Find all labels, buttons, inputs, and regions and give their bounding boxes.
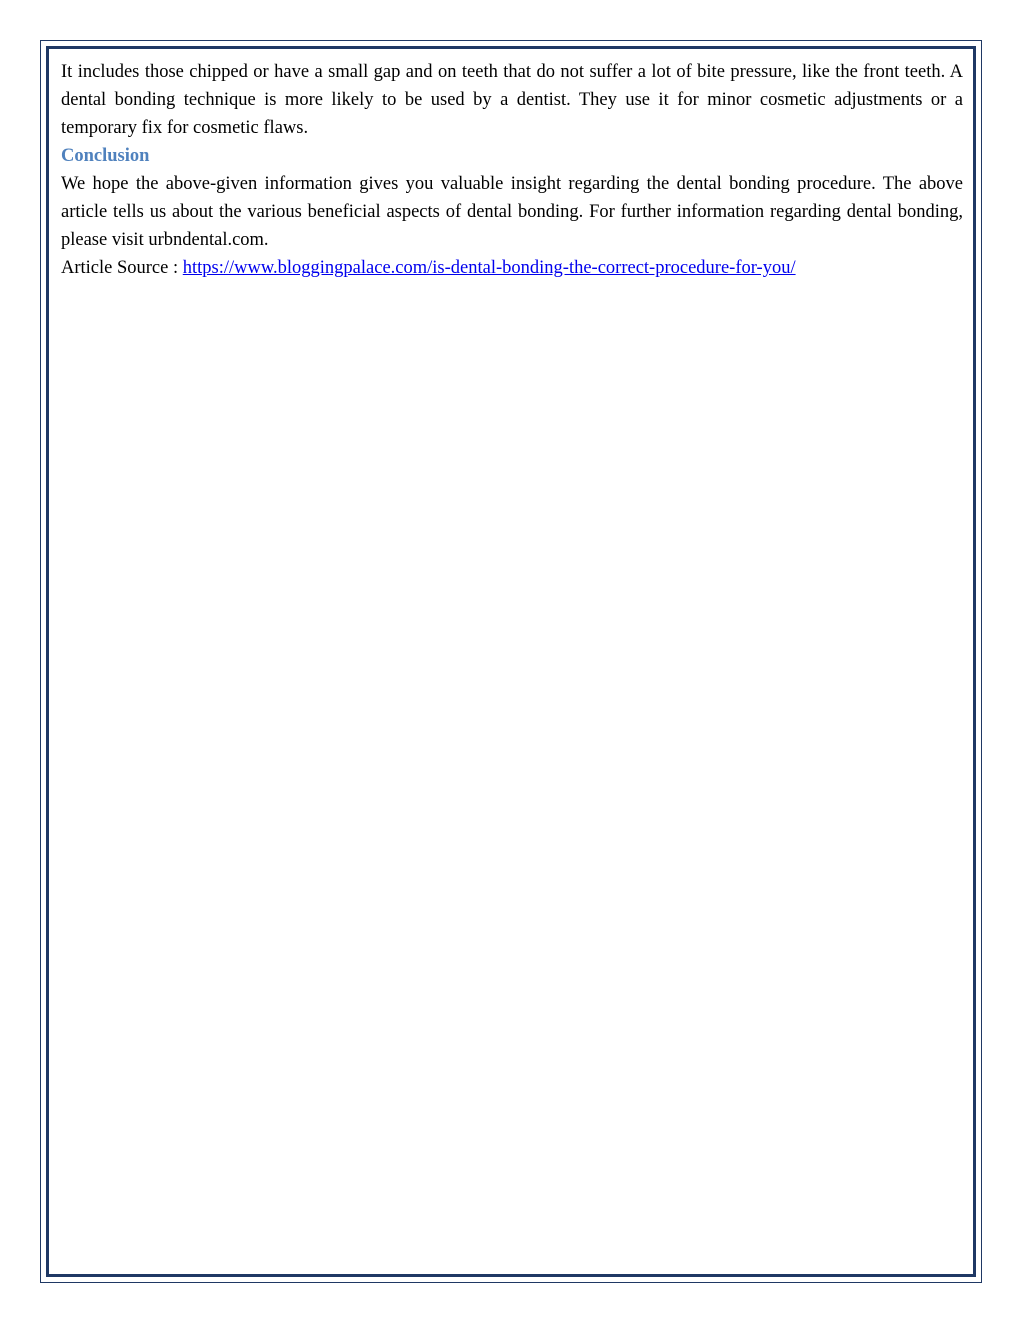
conclusion-heading: Conclusion — [61, 146, 150, 166]
article-source-label: Article Source : — [61, 258, 183, 278]
article-source-link[interactable]: https://www.bloggingpalace.com/is-dental-bonding-the-correct-procedure-for-you/ — [182, 258, 796, 278]
conclusion-paragraph: We hope the above-given information gives you valuable insight regarding the dental bonding procedure. The above article tells us about the various beneficial aspects of dental bonding. For further information regarding dental bonding, please visit urbndental.com. — [61, 174, 963, 250]
page-content — [61, 58, 963, 282]
article-source-line — [61, 254, 963, 282]
intro-paragraph: It includes those chipped or have a small gap and on teeth that do not suffer a lot of bite pressure, like the front teeth. A dental bonding technique is more likely to be used by a dentist. They use it for minor cosmetic adjustments or a temporary fix for cosmetic flaws. — [61, 62, 963, 138]
